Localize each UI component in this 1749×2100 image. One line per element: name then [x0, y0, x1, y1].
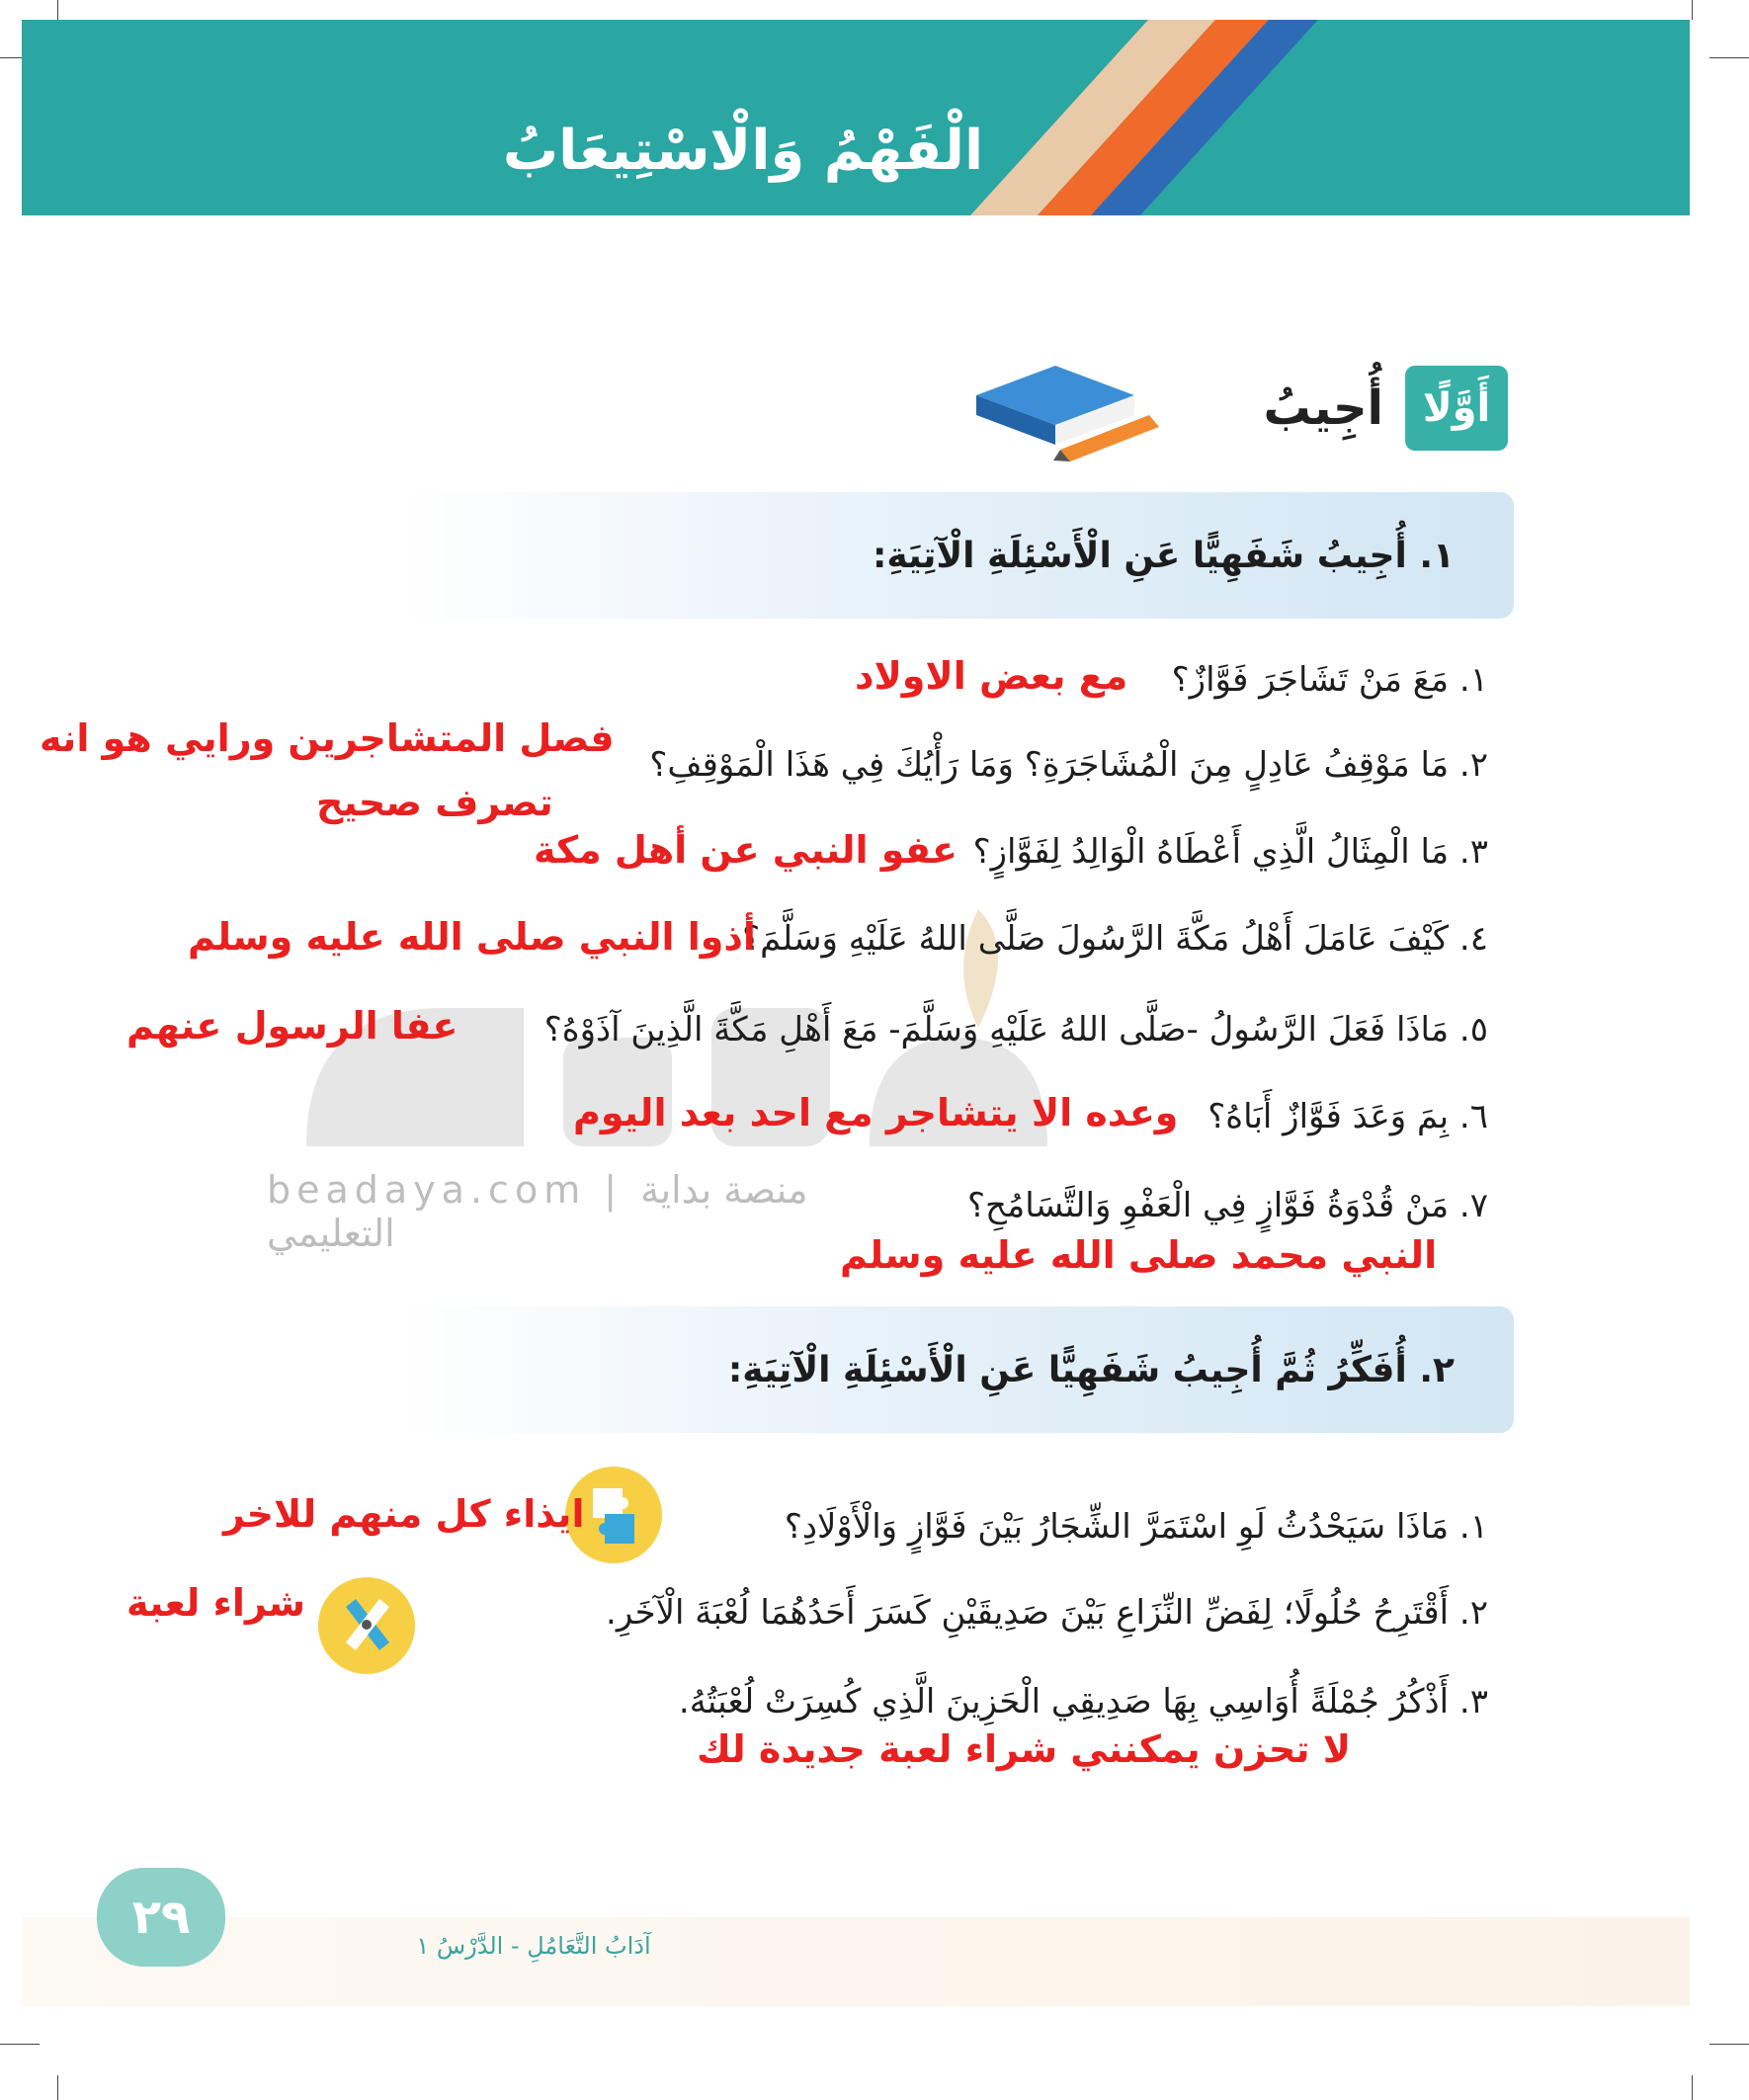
q2-item-1: ١. مَاذَا سَيَحْدُثُ لَوِ اسْتَمَرَّ الشِّجَارُ بَيْنَ فَوَّازٍ وَالْأَوْلَادِ؟ [784, 1507, 1488, 1547]
watermark-text: beadaya.com | منصة بداية التعليمي [267, 1168, 808, 1255]
tools-icon [318, 1577, 415, 1674]
crop-mark [1709, 57, 1749, 58]
crop-mark [1692, 2075, 1693, 2100]
q1-item-1: ١. مَعَ مَنْ تَشَاجَرَ فَوَّازٌ؟ [1171, 660, 1488, 700]
crop-mark [0, 2044, 40, 2045]
q1-answer-4: أذوا النبي صلى الله عليه وسلم [188, 915, 756, 959]
chapter-header [22, 20, 1690, 215]
section-title: أُجِيبُ [1263, 380, 1383, 436]
q1-answer-6: وعده الا يتشاجر مع احد بعد اليوم [573, 1091, 1179, 1134]
question1-bar [397, 492, 1514, 619]
q2-item-2: ٢. أَقْتَرِحُ حُلُولًا؛ لِفَضِّ النِّزَاعِ بَيْنَ صَدِيقَيْنِ كَسَرَ أَحَدُهُمَا لُعْبَةَ الْآخَرِ. [606, 1593, 1488, 1633]
crop-mark [1709, 2044, 1749, 2045]
question1-title: ١. أُجِيبُ شَفَهِيًّا عَنِ الْأَسْئِلَةِ الْآتِيَةِ: [872, 536, 1455, 576]
question2-bar [397, 1306, 1514, 1433]
footer-band [22, 1917, 1690, 2006]
q1-item-7: ٧. مَنْ قُدْوَةُ فَوَّازٍ فِي الْعَفْوِ وَالتَّسَامُحِ؟ [967, 1186, 1488, 1225]
q1-item-2: ٢. مَا مَوْقِفُ عَادِلٍ مِنَ الْمُشَاجَرَةِ؟ وَمَا رَأْيُكَ فِي هَذَا الْمَوْقِفِ؟ [649, 745, 1488, 785]
page-number: ٢٩ [97, 1868, 225, 1967]
crop-mark [1692, 0, 1693, 20]
q2-item-3: ٣. أَذْكُرُ جُمْلَةً أُوَاسِي بِهَا صَدِيقِي الْحَزِينَ الَّذِي كُسِرَتْ لُعْبَتُهُ. [678, 1682, 1488, 1722]
q1-item-5: ٥. مَاذَا فَعَلَ الرَّسُولُ -صَلَّى اللهُ عَلَيْهِ وَسَلَّمَ- مَعَ أَهْلِ مَكَّةَ الَّذِينَ آذَوْهُ؟ [543, 1010, 1488, 1050]
q2-answer-3: لا تحزن يمكنني شراء لعبة جديدة لك [697, 1727, 1352, 1771]
q1-item-6: ٦. بِمَ وَعَدَ فَوَّازٌ أَبَاهُ؟ [1208, 1097, 1488, 1136]
section-badge: أَوَّلًا [1405, 366, 1508, 451]
question2-title: ٢. أُفَكِّرُ ثُمَّ أُجِيبُ شَفَهِيًّا عَنِ الْأَسْئِلَةِ الْآتِيَةِ: [727, 1350, 1455, 1390]
crop-mark [57, 2075, 58, 2100]
lesson-label: آدَابُ التَّعَامُلِ - الدَّرْسُ ١ [416, 1932, 651, 1960]
header-stripes [22, 20, 1690, 215]
q1-answer-2a: فصل المتشاجرين ورايي هو انه [40, 716, 615, 760]
q1-answer-3: عفو النبي عن أهل مكة [534, 828, 958, 872]
q2-answer-2: شراء لعبة [126, 1581, 305, 1625]
q2-answer-1: ايذاء كل منهم للاخر [223, 1492, 585, 1536]
q1-answer-7: النبي محمد صلى الله عليه وسلم [840, 1233, 1438, 1277]
q1-answer-1: مع بعض الاولاد [855, 654, 1128, 698]
chapter-title: الْفَهْمُ وَالْاسْتِيعَابُ [502, 119, 984, 183]
q1-answer-2b: تصرف صحيح [316, 781, 553, 824]
crop-mark [57, 0, 58, 20]
q1-item-3: ٣. مَا الْمِثَالُ الَّذِي أَعْطَاهُ الْوَالِدُ لِفَوَّازٍ؟ [972, 832, 1488, 872]
q1-item-4: ٤. كَيْفَ عَامَلَ أَهْلُ مَكَّةَ الرَّسُولَ صَلَّى اللهُ عَلَيْهِ وَسَلَّمَ؟ [742, 919, 1488, 959]
book-pencil-icon [966, 356, 1164, 464]
q1-answer-5: عفا الرسول عنهم [126, 1004, 458, 1048]
